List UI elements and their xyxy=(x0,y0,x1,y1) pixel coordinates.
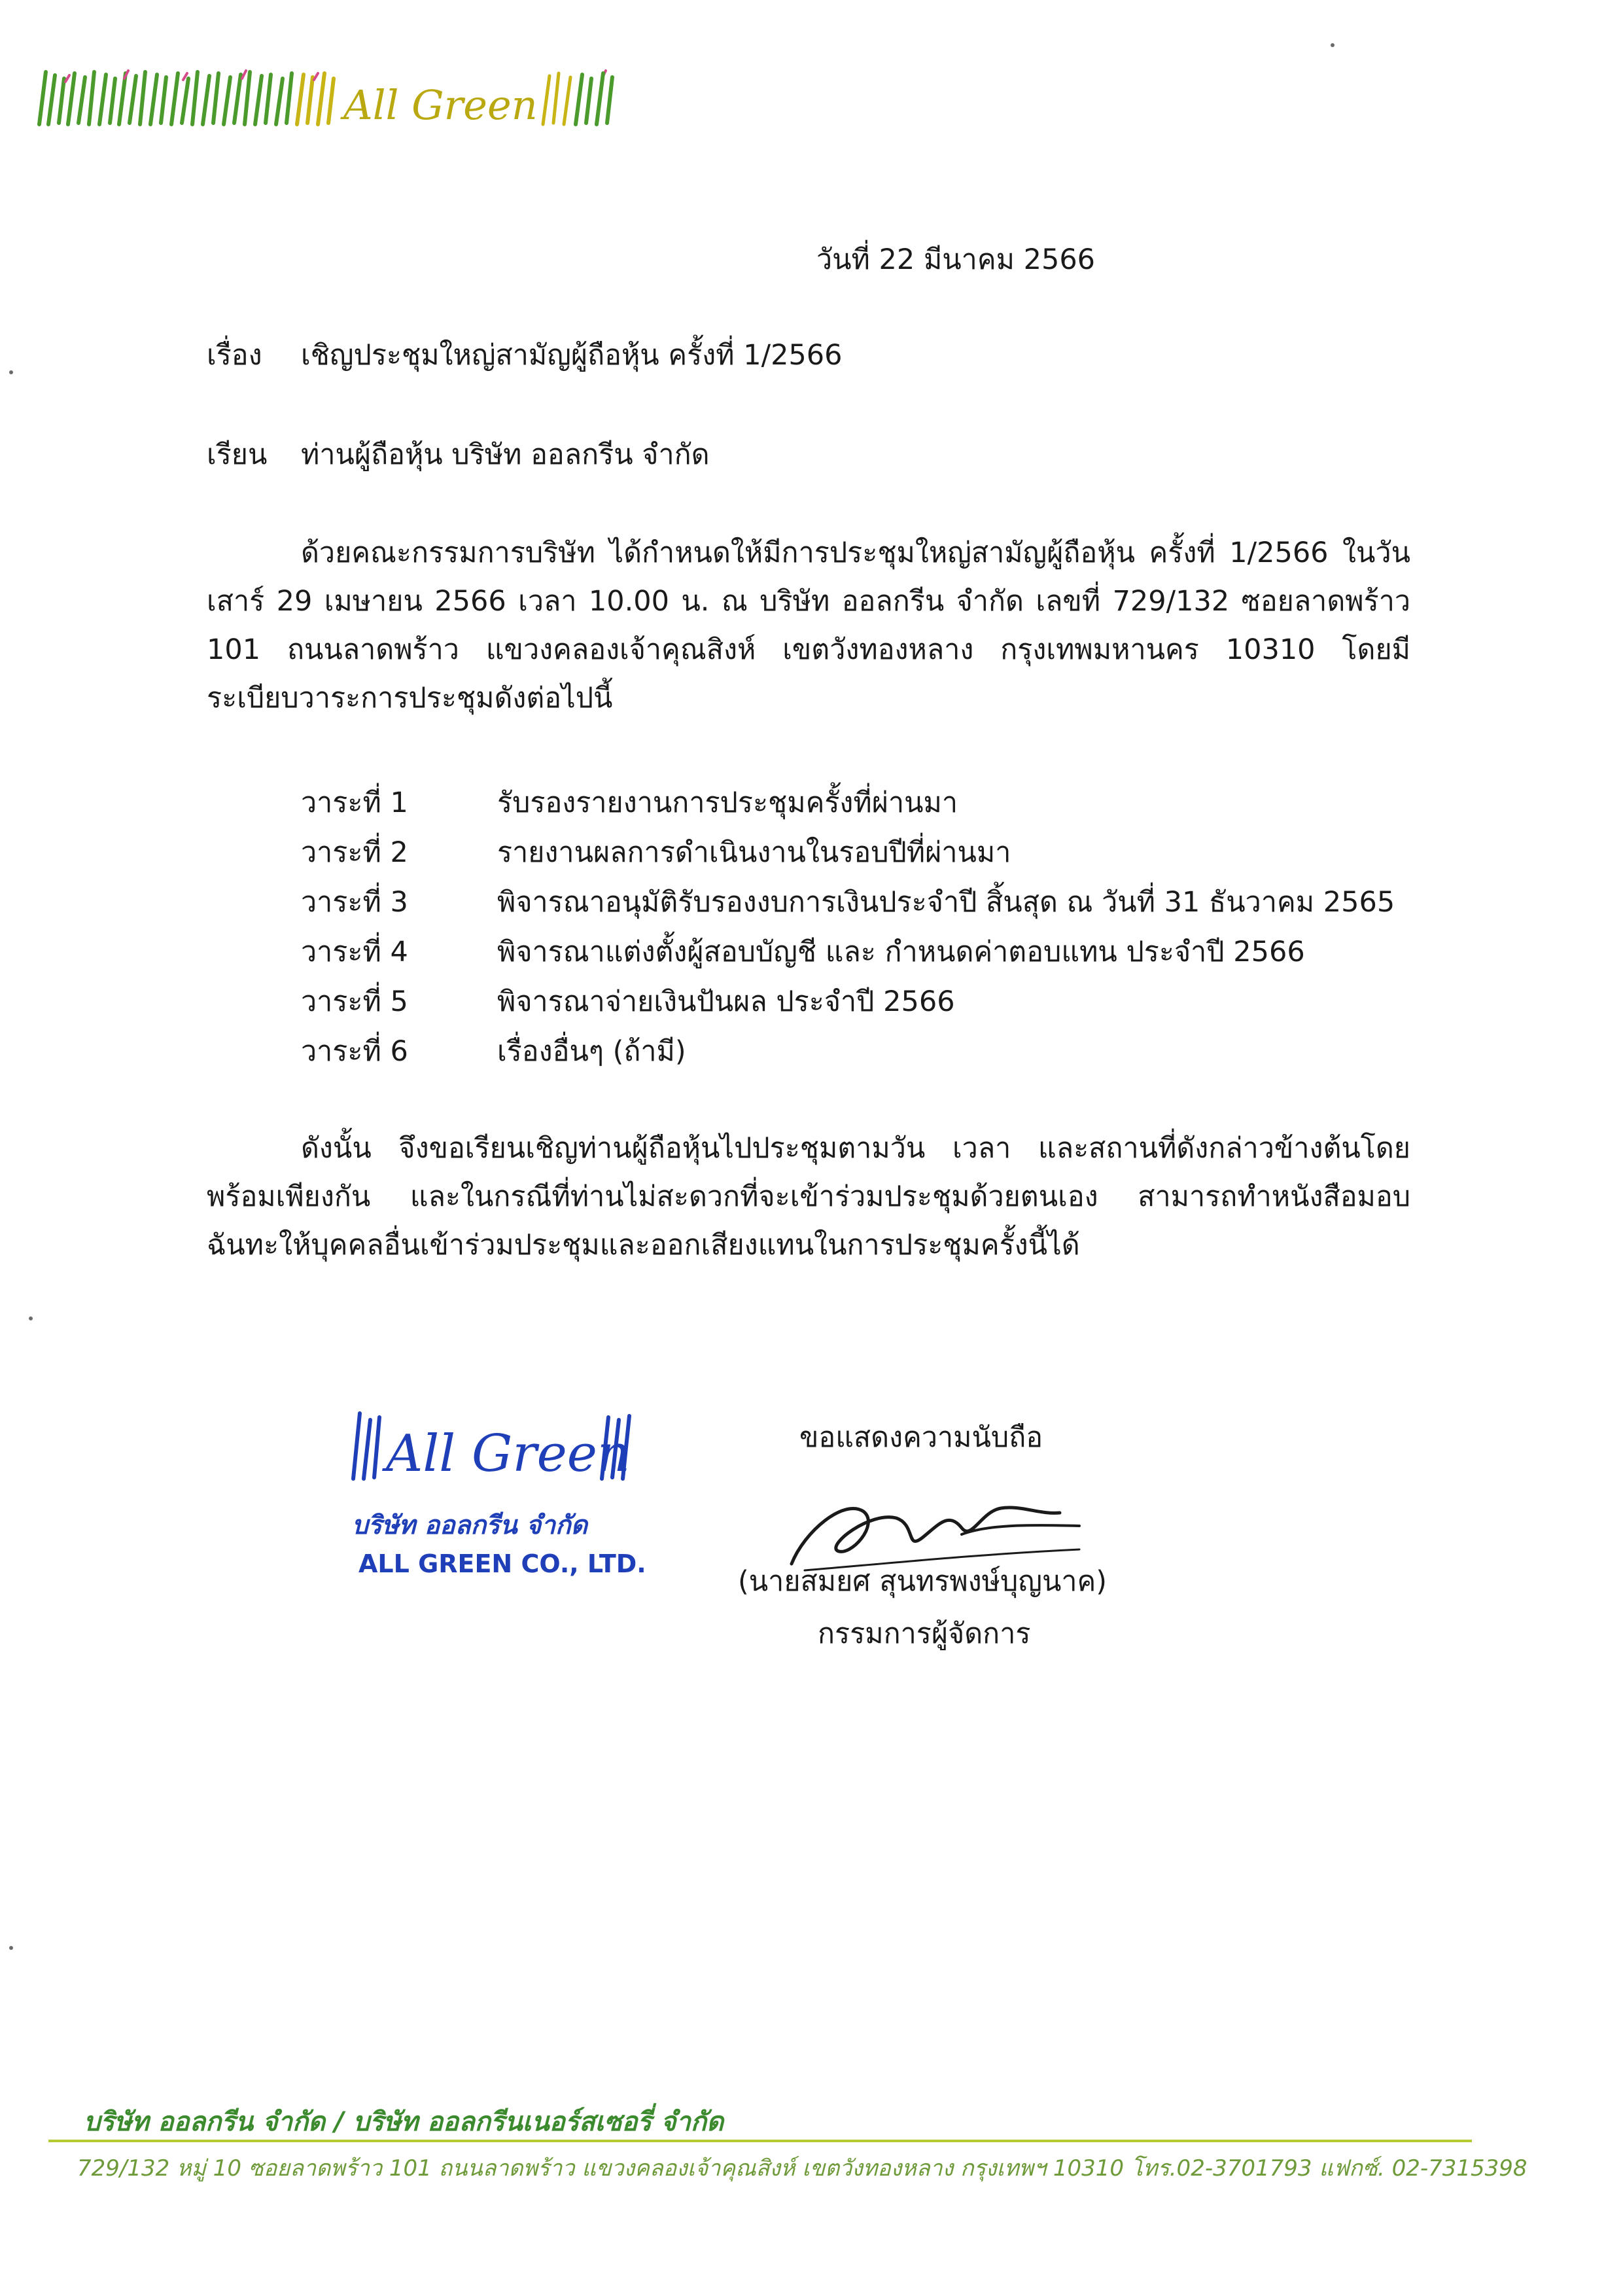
agenda-text: รายงานผลการดำเนินงานในรอบปีที่ผ่านมา xyxy=(497,836,1011,870)
closing-paragraph xyxy=(207,1124,1410,1269)
intro-paragraph xyxy=(207,529,1410,722)
letter-date: วันที่ 22 มีนาคม 2566 xyxy=(816,243,1096,276)
recipient-text: ท่านผู้ถือหุ้น บริษัท ออลกรีน จำกัด xyxy=(301,438,710,471)
subject-label: เรื่อง xyxy=(207,339,262,372)
agenda-item xyxy=(301,878,1426,928)
agenda-text: รับรองรายงานการประชุมครั้งที่ผ่านมา xyxy=(497,786,958,820)
agenda-label: วาระที่ 4 xyxy=(301,936,408,969)
agenda-item xyxy=(301,1027,1426,1077)
stamp-company-en: ALL GREEN CO., LTD. xyxy=(358,1549,646,1578)
agenda-list xyxy=(301,779,1426,1077)
scan-speck xyxy=(29,1316,33,1320)
recipient-label: เรียน xyxy=(207,438,268,471)
agenda-label: วาระที่ 3 xyxy=(301,886,408,919)
company-logo xyxy=(26,46,635,144)
agenda-item xyxy=(301,978,1426,1027)
signer-title: กรรมการผู้จัดการ xyxy=(818,1617,1031,1650)
footer-address: 729/132 หมู่ 10 ซอยลาดพร้าว 101 ถนนลาดพร้าว แขวงคลองเจ้าคุณสิงห์ เขตวังทองหลาง กรุงเทพฯ 10310 โทร.02-3701793 แฟกซ์. 02-7315398 xyxy=(77,2155,1527,2181)
agenda-label: วาระที่ 1 xyxy=(301,786,408,820)
agenda-text: เรื่องอื่นๆ (ถ้ามี) xyxy=(497,1035,686,1069)
agenda-item xyxy=(301,928,1426,978)
scan-speck xyxy=(1331,43,1335,47)
agenda-text: พิจารณาอนุมัติรับรองงบการเงินประจำปี สิ้นสุด ณ วันที่ 31 ธันวาคม 2565 xyxy=(497,886,1395,919)
logo-script-text: All Green xyxy=(343,81,538,129)
agenda-label: วาระที่ 6 xyxy=(301,1035,408,1069)
closing-salutation: ขอแสดงความนับถือ xyxy=(799,1421,1043,1454)
stamp-company-th: บริษัท ออลกรีน จำกัด xyxy=(352,1511,587,1540)
agenda-label: วาระที่ 5 xyxy=(301,985,408,1019)
agenda-item xyxy=(301,828,1426,878)
intro-text: ด้วยคณะกรรมการบริษัท ได้กำหนดให้มีการประชุมใหญ่สามัญผู้ถือหุ้น ครั้งที่ 1/2566 ในวันเสาร์ 29 เมษายน 2566 เวลา 10.00 น. ณ บริษัท ออลกรีน จำกัด เลขที่ 729/132 ซอยลาดพร้าว 101 ถนนลาดพร้าว แขวงคลองเจ้าคุณสิงห์ เขตวังทองหลาง กรุงเทพมหานคร 10310 โดยมีระเบียบวาระการประชุมดังต่อไปนี้ xyxy=(207,537,1410,715)
agenda-text: พิจารณาจ่ายเงินปันผล ประจำปี 2566 xyxy=(497,985,955,1019)
signer-name: (นายสมยศ สุนทรพงษ์บุญนาค) xyxy=(738,1565,1108,1598)
scan-speck xyxy=(9,370,13,374)
agenda-label: วาระที่ 2 xyxy=(301,836,408,870)
footer-company-names: บริษัท ออลกรีน จำกัด / บริษัท ออลกรีนเนอร์สเซอรี่ จำกัด xyxy=(84,2107,724,2137)
agenda-item xyxy=(301,779,1426,828)
subject-text: เชิญประชุมใหญ่สามัญผู้ถือหุ้น ครั้งที่ 1/2566 xyxy=(301,339,843,372)
closing-paragraph-text: ดังนั้น จึงขอเรียนเชิญท่านผู้ถือหุ้นไปประชุมตามวัน เวลา และสถานที่ดังกล่าวข้างต้นโดยพร้อมเพียงกัน และในกรณีที่ท่านไม่สะดวกที่จะเข้าร่วมประชุมด้วยตนเอง สามารถทำหนังสือมอบฉันทะให้บุคคลอื่นเข้าร่วมประชุมและออกเสียงแทนในการประชุมครั้งนี้ได้ xyxy=(207,1132,1410,1262)
scan-speck xyxy=(9,1946,13,1950)
footer-divider xyxy=(48,2140,1472,2142)
stamp-script-text: All Green xyxy=(386,1424,631,1483)
agenda-text: พิจารณาแต่งตั้งผู้สอบบัญชี และ กำหนดค่าตอบแทน ประจำปี 2566 xyxy=(497,936,1305,969)
